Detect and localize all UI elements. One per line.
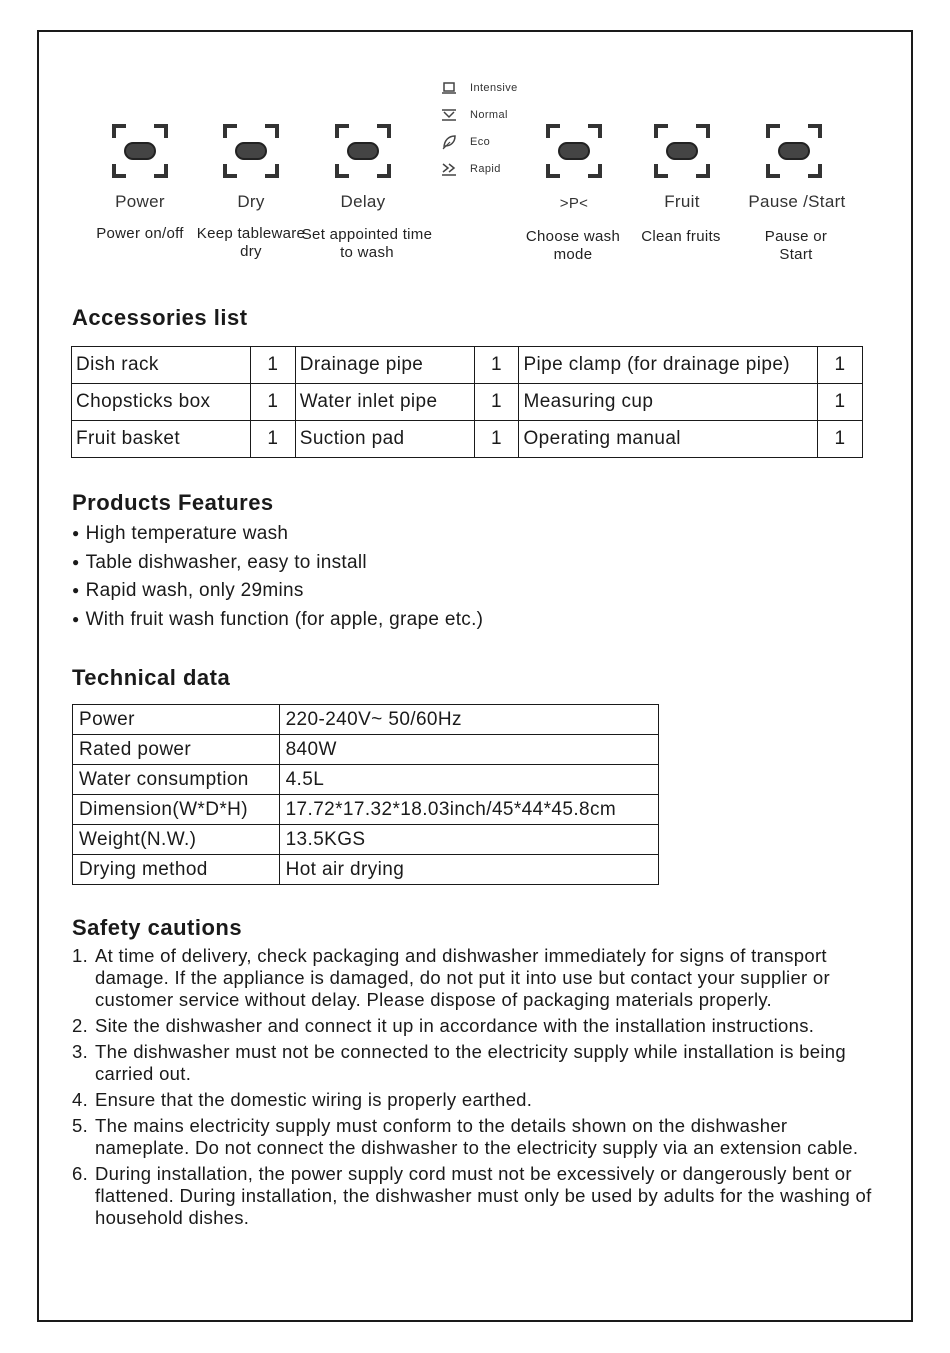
item-text: Ensure that the domestic wiring is properly earthed. [95,1089,533,1110]
item-text: Site the dishwasher and connect it up in accordance with the installation instructions. [95,1015,815,1036]
list-item [72,1015,887,1037]
delay-button[interactable] [333,120,393,182]
wash-mode-indicators [440,74,518,182]
table-row [72,384,863,421]
list-item [72,1041,887,1085]
accessory-name: Water inlet pipe [295,384,474,421]
dry-button-desc: Keep tableware dry [196,225,306,260]
list-item: ● With fruit wash function (for apple, grape etc.) [72,605,483,634]
technical-table [72,704,659,885]
accessory-name: Pipe clamp (for drainage pipe) [519,347,818,384]
fruit-button-icon [652,120,712,182]
accessory-qty: 1 [474,384,519,421]
accessory-qty: 1 [818,384,863,421]
mode-eco [440,128,518,155]
safety-list [72,945,887,1233]
table-row [73,735,659,765]
spec-key: Drying method [73,855,280,885]
table-row [72,421,863,458]
list-item [72,1163,887,1229]
power-button-icon [110,120,170,182]
accessory-qty: 1 [250,384,295,421]
spec-key: Power [73,705,280,735]
table-row [73,825,659,855]
accessory-qty: 1 [474,347,519,384]
accessory-qty: 1 [474,421,519,458]
mode-normal [440,101,518,128]
table-row [73,765,659,795]
fast-forward-icon [440,161,462,177]
power-button-label: Power [115,192,165,211]
delay-button-desc: Set appointed time to wash [301,226,433,261]
pause-start-button[interactable] [764,120,824,182]
item-number: 6. [72,1163,89,1184]
item-text: The dishwasher must not be connected to the electricity supply while installation is being carried out. [95,1041,846,1084]
mode-rapid-label: Rapid [470,162,501,175]
accessories-title: Accessories list [72,305,248,330]
spec-key: Dimension(W*D*H) [73,795,280,825]
safety-title: Safety cautions [72,915,243,940]
accessories-table [71,346,863,458]
accessory-qty: 1 [250,421,295,458]
delay-button-icon [333,120,393,182]
mode-button-desc: Choose wash mode [525,228,621,263]
technical-title: Technical data [72,665,231,690]
accessory-qty: 1 [818,347,863,384]
fruit-button-label: Fruit [664,192,700,211]
list-item [72,1089,887,1111]
mode-normal-label: Normal [470,108,508,121]
spec-key: Water consumption [73,765,280,795]
spec-value: 220-240V~ 50/60Hz [279,705,658,735]
spec-key: Rated power [73,735,280,765]
item-number: 4. [72,1089,89,1110]
accessory-name: Fruit basket [72,421,251,458]
accessory-name: Chopsticks box [72,384,251,421]
spec-value: 4.5L [279,765,658,795]
item-text: The mains electricity supply must conform to the details shown on the dishwasher nameplate. Do not connect the dishwasher to the electricity supply via an extension cable. [95,1115,859,1158]
dry-button[interactable] [221,120,281,182]
pot-icon [440,80,462,96]
list-item: ● Table dishwasher, easy to install [72,548,483,577]
leaf-icon [440,134,462,150]
accessory-name: Operating manual [519,421,818,458]
fruit-button[interactable] [652,120,712,182]
accessory-name: Measuring cup [519,384,818,421]
pause-start-button-label: Pause /Start [748,192,846,211]
spec-key: Weight(N.W.) [73,825,280,855]
mode-rapid [440,155,518,182]
accessory-qty: 1 [250,347,295,384]
accessory-name: Drainage pipe [295,347,474,384]
list-item: ● Rapid wash, only 29mins [72,576,483,605]
mode-button-icon [544,120,604,182]
dry-button-icon [221,120,281,182]
mode-intensive-label: Intensive [470,81,518,94]
accessory-name: Dish rack [72,347,251,384]
fruit-button-desc: Clean fruits [641,228,721,245]
accessory-name: Suction pad [295,421,474,458]
glass-icon [440,107,462,123]
power-button[interactable] [110,120,170,182]
dry-button-label: Dry [237,192,265,211]
pause-start-button-desc: Pause or Start [764,228,828,263]
mode-button-label: >P< [559,195,589,212]
mode-eco-label: Eco [470,135,491,148]
features-title: Products Features [72,490,274,515]
power-button-desc: Power on/off [96,225,184,242]
item-number: 3. [72,1041,89,1062]
item-text: During installation, the power supply cord must not be excessively or dangerously bent or flattened. During installation, the dishwasher must only be used by adults for the washing of household dishes. [95,1163,872,1228]
spec-value: 840W [279,735,658,765]
delay-button-label: Delay [340,192,386,211]
mode-button[interactable] [544,120,604,182]
accessory-qty: 1 [818,421,863,458]
pause-start-button-icon [764,120,824,182]
spec-value: 13.5KGS [279,825,658,855]
item-number: 5. [72,1115,89,1136]
list-item: ● High temperature wash [72,519,483,548]
table-row [72,347,863,384]
spec-value: 17.72*17.32*18.03inch/45*44*45.8cm [279,795,658,825]
table-row [73,855,659,885]
features-list [72,519,483,633]
table-row [73,795,659,825]
spec-value: Hot air drying [279,855,658,885]
item-number: 1. [72,945,89,966]
item-text: At time of delivery, check packaging and dishwasher immediately for signs of transport damage. If the appliance is damaged, do not put it into use but contact your supplier or customer service without delay. Please dispose of packaging materials properly. [95,945,830,1010]
mode-intensive [440,74,518,101]
list-item [72,1115,887,1159]
list-item [72,945,887,1011]
item-number: 2. [72,1015,89,1036]
table-row [73,705,659,735]
